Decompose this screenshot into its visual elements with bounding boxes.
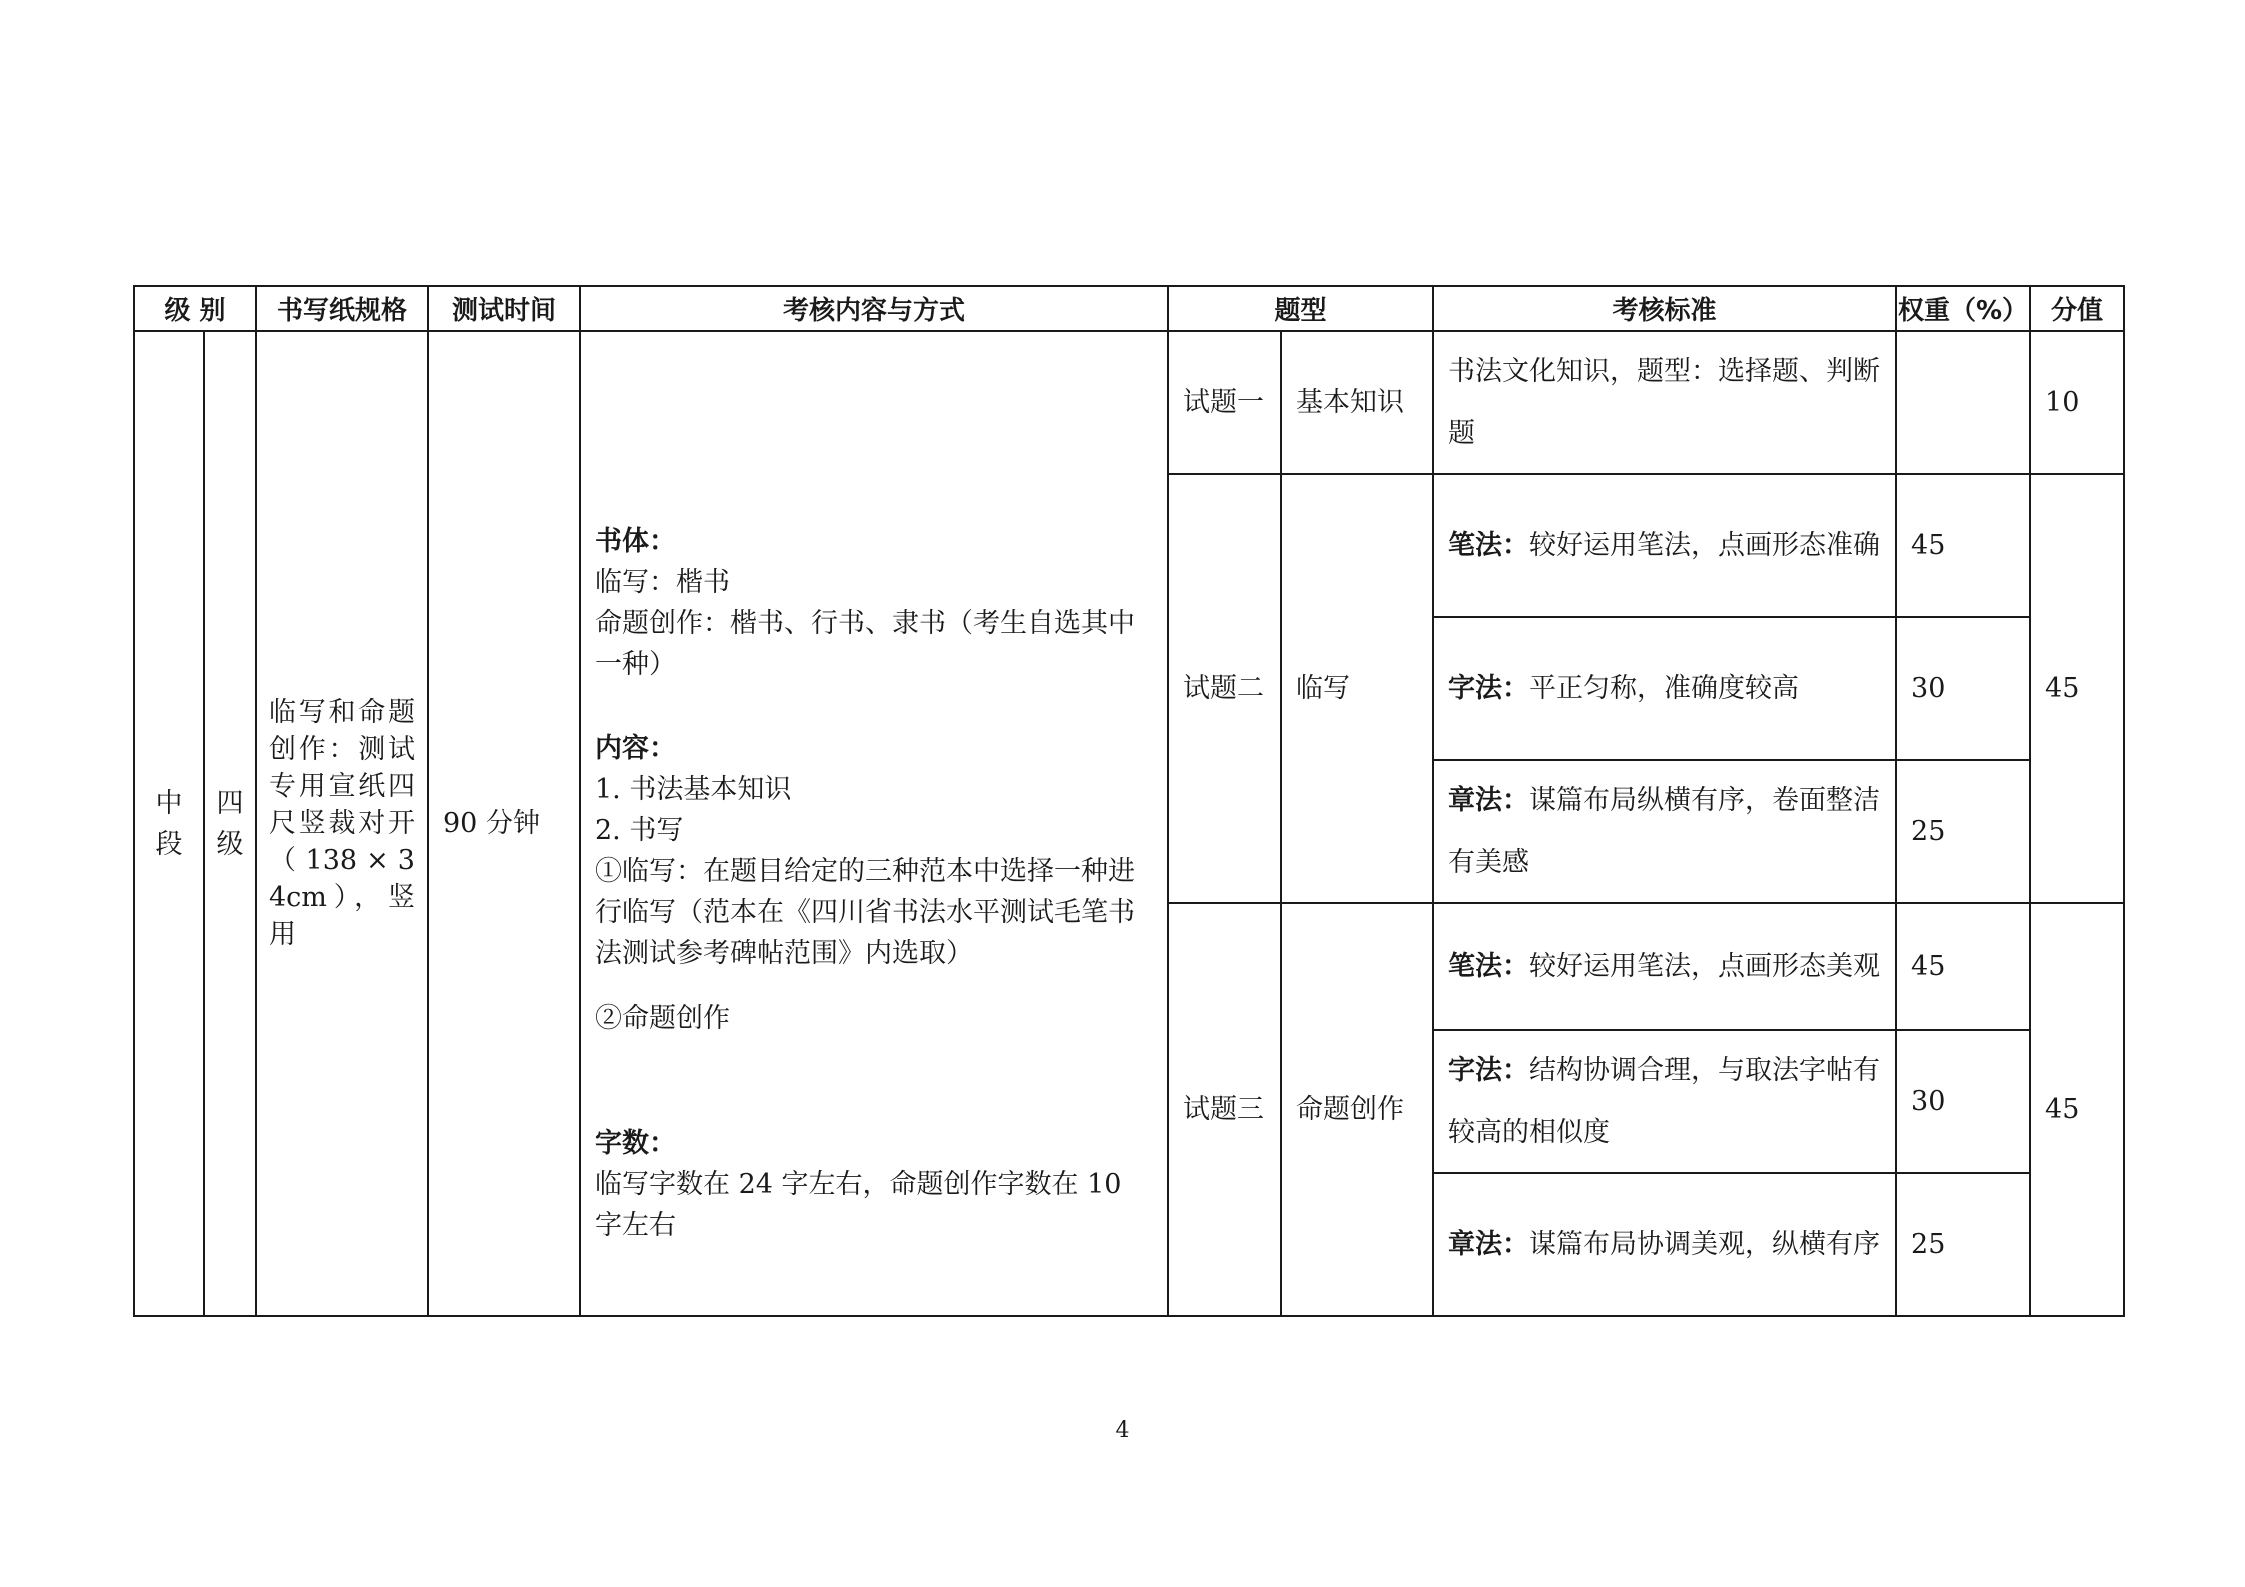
paper-spec-cell xyxy=(256,331,428,1316)
weight-value: 45 xyxy=(1911,951,1946,982)
content-line: 2. 书写 xyxy=(595,815,684,846)
question-id: 试题二 xyxy=(1183,673,1264,704)
content-label-style: 书体： xyxy=(595,526,676,557)
criterion-text: 结构协调合理，与取法字帖有较高的相似度 xyxy=(1448,1054,1881,1148)
criterion-cell xyxy=(1433,331,1896,474)
criterion-cell xyxy=(1433,617,1896,760)
weight-value: 25 xyxy=(1911,1229,1946,1260)
level-grade-cell xyxy=(204,331,256,1316)
table-row xyxy=(134,331,2124,474)
criterion-key: 字法： xyxy=(1448,1054,1530,1086)
header-row xyxy=(134,286,2124,331)
question-id: 试题三 xyxy=(1183,1094,1264,1125)
content-line: 临写字数在 24 字左右，命题创作字数在 10 字左右 xyxy=(595,1169,1122,1241)
paper-spec: 临写和命题创作：测试专用宣纸四尺竖裁对开（ 138 × 34cm），竖用 xyxy=(269,697,415,950)
score-value: 45 xyxy=(2045,1094,2080,1125)
header-score: 分值 xyxy=(2030,286,2124,331)
test-time: 90 分钟 xyxy=(443,808,540,839)
weight-cell xyxy=(1896,760,2030,903)
level-segment: 中段 xyxy=(155,787,183,860)
question-type: 临写 xyxy=(1296,673,1350,704)
criterion-cell xyxy=(1433,474,1896,617)
content-cell xyxy=(580,331,1168,1316)
assessment-table xyxy=(133,285,2125,1317)
score-value: 10 xyxy=(2045,387,2080,418)
question-id-cell xyxy=(1168,474,1281,903)
header-time: 测试时间 xyxy=(428,286,580,331)
question-id: 试题一 xyxy=(1183,387,1264,418)
criterion-cell xyxy=(1433,760,1896,903)
content-line: ②命题创作 xyxy=(595,1003,730,1034)
question-id-cell xyxy=(1168,903,1281,1316)
level-segment-cell xyxy=(134,331,204,1316)
weight-value: 25 xyxy=(1911,816,1946,847)
criterion-key: 章法： xyxy=(1448,784,1530,816)
content-line: 1. 书法基本知识 xyxy=(595,774,792,805)
content-line: 临写：楷书 xyxy=(595,567,730,598)
weight-cell xyxy=(1896,1173,2030,1316)
criterion-key: 笔法： xyxy=(1448,529,1530,561)
content-section-items xyxy=(595,728,1153,974)
header-level: 级 别 xyxy=(134,286,256,331)
weight-cell xyxy=(1896,617,2030,760)
test-time-cell xyxy=(428,331,580,1316)
content-line: ①临写：在题目给定的三种范本中选择一种进行临写（范本在《四川省书法水平测试毛笔书法测试参考碑帖范围》内选取） xyxy=(595,856,1135,969)
content-label-count: 字数： xyxy=(595,1128,676,1159)
criterion-text: 较好运用笔法，点画形态准确 xyxy=(1529,529,1881,561)
header-standard: 考核标准 xyxy=(1433,286,1896,331)
content-section-style xyxy=(595,521,1153,685)
criterion-cell xyxy=(1433,1173,1896,1316)
header-content: 考核内容与方式 xyxy=(580,286,1168,331)
score-cell xyxy=(2030,474,2124,903)
criterion-cell xyxy=(1433,1030,1896,1173)
weight-value: 45 xyxy=(1911,530,1946,561)
question-type-cell xyxy=(1281,474,1433,903)
weight-cell xyxy=(1896,474,2030,617)
weight-cell xyxy=(1896,903,2030,1030)
criterion-text: 谋篇布局协调美观，纵横有序 xyxy=(1529,1228,1881,1260)
question-id-cell xyxy=(1168,331,1281,474)
criterion-key: 字法： xyxy=(1448,672,1530,704)
weight-cell xyxy=(1896,331,2030,474)
content-line: 命题创作：楷书、行书、隶书（考生自选其中一种） xyxy=(595,608,1135,680)
question-type-cell xyxy=(1281,903,1433,1316)
criterion-key: 章法： xyxy=(1448,1228,1530,1260)
question-type: 命题创作 xyxy=(1296,1094,1404,1125)
content-section-count xyxy=(595,1123,1153,1246)
header-type: 题型 xyxy=(1168,286,1433,331)
criterion-text: 较好运用笔法，点画形态美观 xyxy=(1529,950,1881,982)
header-paper: 书写纸规格 xyxy=(256,286,428,331)
criterion-cell xyxy=(1433,903,1896,1030)
criterion-text: 谋篇布局纵横有序，卷面整洁有美感 xyxy=(1448,784,1881,878)
content-label-items: 内容： xyxy=(595,733,676,764)
criterion-key: 笔法： xyxy=(1448,950,1530,982)
header-weight: 权重（%） xyxy=(1896,286,2030,331)
score-cell xyxy=(2030,903,2124,1316)
weight-cell xyxy=(1896,1030,2030,1173)
weight-value: 30 xyxy=(1911,1086,1946,1117)
score-cell xyxy=(2030,331,2124,474)
score-value: 45 xyxy=(2045,673,2080,704)
question-type-cell xyxy=(1281,331,1433,474)
question-type: 基本知识 xyxy=(1296,387,1404,418)
criterion-text: 书法文化知识，题型：选择题、判断题 xyxy=(1448,355,1881,449)
criterion-text: 平正匀称，准确度较高 xyxy=(1529,672,1800,704)
weight-value: 30 xyxy=(1911,673,1946,704)
level-grade: 四级 xyxy=(216,787,244,860)
page-number: 4 xyxy=(1115,1418,1130,1443)
